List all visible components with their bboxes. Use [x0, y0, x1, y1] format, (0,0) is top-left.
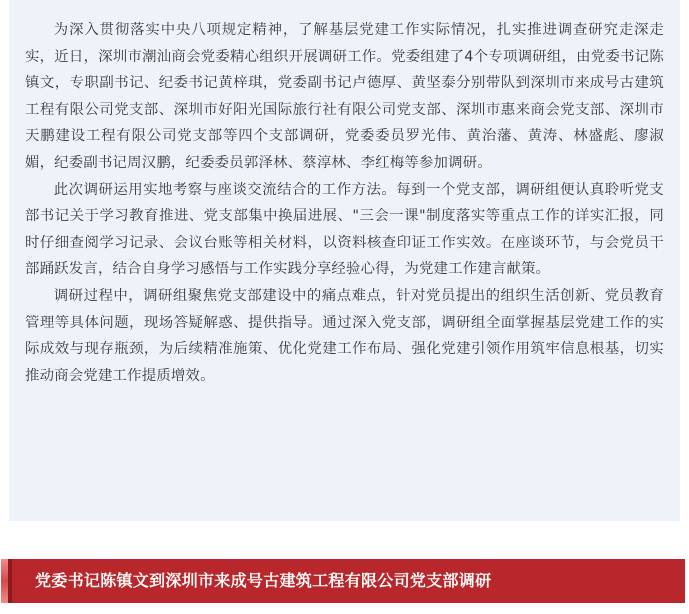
banner-accent-stripe [1, 559, 8, 603]
section-title-banner [1, 559, 685, 603]
section-title: 党委书记陈镇文到深圳市来成号古建筑工程有限公司党支部调研 [35, 571, 492, 590]
article-paragraph-2: 此次调研运用实地考察与座谈交流结合的工作方法。每到一个党支部，调研组便认真聆听党支部书记关于学习教育推进、党支部集中换届进展、"三会一课"制度落实等重点工作的详实汇报，同时仔细查阅学习记录、会议台账等相关材料，以资料核查印证工作实效。在座谈环节，与会党员干部踊跃发言，结合自身学习感悟与工作实践分享经验心得，为党建工作建言献策。 [25, 181, 664, 278]
article-paragraph-1: 为深入贯彻落实中央八项规定精神，了解基层党建工作实际情况，扎实推进调查研究走深走实，近日，深圳市潮汕商会党委精心组织开展调研工作。党委组建了4个专项调研组，由党委书记陈镇文，专职副书记、纪委书记黄梓琪，党委副书记卢德厚、黄坚泰分别带队到深圳市来成号古建筑工程有限公司党支部、深圳市好阳光国际旅行社有限公司党支部、深圳市惠来商会党支部、深圳市天鹏建设工程有限公司党支部等四个支部调研，党委委员罗光伟、黄治藩、黄涛、林盛彪、廖淑媚，纪委副书记周汉鹏，纪委委员郭泽林、蔡淳林、李红梅等参加调研。 [25, 22, 664, 171]
banner-accent-shadow [8, 559, 12, 603]
article-text-panel [9, 0, 680, 521]
article-paragraph-3: 调研过程中，调研组聚焦党支部建设中的痛点难点，针对党员提出的组织生活创新、党员教育管理等具体问题，现场答疑解惑、提供指导。通过深入党支部，调研组全面掌握基层党建工作的实际成效与现存瓶颈，为后续精准施策、优化党建工作布局、强化党建引领作用筑牢信息根基，切实推动商会党建工作提质增效。 [25, 287, 664, 384]
